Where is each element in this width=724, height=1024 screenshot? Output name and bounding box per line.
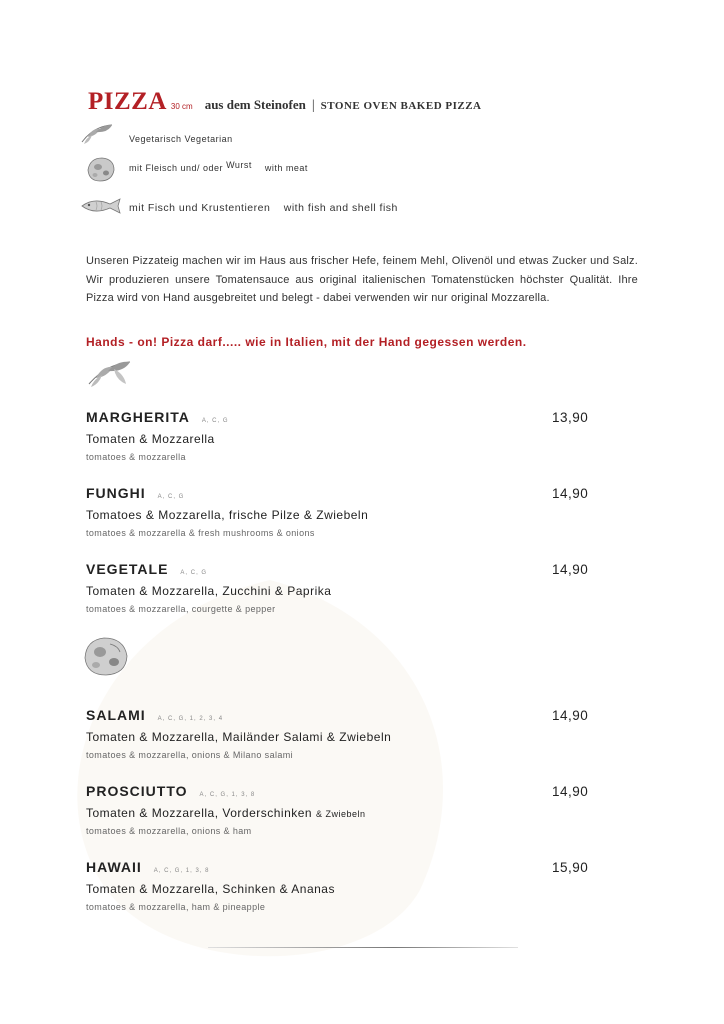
pizza-name-label: SALAMI — [86, 707, 146, 723]
allergen-codes: A, C, G — [201, 418, 229, 424]
pizza-size: 30 cm — [170, 102, 193, 111]
allergen-codes: A, C, G, 1, 3, 8 — [153, 868, 210, 874]
pizza-description-de-small: & Zwiebeln — [315, 809, 366, 819]
legend-fish-de: mit Fisch und Krustentieren — [129, 202, 271, 214]
legend-vegetarian — [129, 134, 233, 144]
intro-paragraph: Unseren Pizzateig machen wir im Haus aus frischer Hefe, feinem Mehl, Olivenöl und etwas Zucker und Salz. Wir produzieren unsere Tomatensauce aus original italienischen Tomatenstücken höchster Qualität. Ihre Pizza wird von Hand ausgebreitet und belegt - dabei verwenden wir nur original Mozzarella. — [86, 255, 638, 305]
legend-vegetarian-en: Vegetarian — [184, 134, 233, 144]
pizza-price-margherita: 13,90 — [552, 410, 589, 425]
watermark-illustration — [40, 560, 500, 980]
basil-leaf-icon — [80, 122, 116, 146]
pizza-description-de: Tomatoes & Mozzarella, frische Pilze & Zwiebeln — [86, 508, 369, 522]
pizza-description-de: Tomaten & Mozzarella, Mailänder Salami & Zwiebeln — [86, 730, 392, 744]
pizza-price-hawaii: 15,90 — [552, 860, 589, 875]
legend-meat-de-extra: Wurst — [226, 160, 252, 170]
menu-header — [88, 88, 482, 116]
allergen-codes: A, C, G — [157, 494, 185, 500]
pizza-description-de: Tomaten & Mozzarella, Zucchini & Paprika — [86, 584, 332, 598]
meat-icon — [84, 154, 118, 184]
pizza-price-prosciutto: 14,90 — [552, 784, 589, 799]
legend-meat-en: with meat — [264, 163, 308, 173]
pizza-description-en: tomatoes & mozzarella, onions & Milano salami — [86, 750, 294, 760]
pizza-description-en: tomatoes & mozzarella, ham & pineapple — [86, 902, 266, 912]
pizza-name-label: VEGETALE — [86, 561, 169, 577]
subtitle-english: STONE OVEN BAKED PIZZA — [320, 100, 482, 112]
subtitle-german: aus dem Steinofen — [204, 97, 306, 112]
allergen-codes: A, C, G, 1, 3, 8 — [199, 792, 256, 798]
legend-meat-de: mit Fleisch und/ oder — [129, 163, 224, 173]
legend-fish-en: with fish and shell fish — [283, 202, 398, 214]
legend-vegetarian-de: Vegetarisch — [129, 134, 182, 144]
pizza-description-de — [86, 806, 365, 820]
pizza-description-de: Tomaten & Mozzarella — [86, 432, 215, 446]
allergen-codes: A, C, G — [180, 570, 208, 576]
pizza-name-vegetale — [86, 561, 207, 577]
pizza-name-prosciutto — [86, 783, 255, 799]
pizza-price-vegetale: 14,90 — [552, 562, 589, 577]
pizza-price-salami: 14,90 — [552, 708, 589, 723]
pizza-name-label: HAWAII — [86, 859, 142, 875]
footer-divider — [208, 947, 518, 948]
pizza-name-label: PROSCIUTTO — [86, 783, 188, 799]
pizza-description-en: tomatoes & mozzarella, courgette & pepper — [86, 604, 276, 614]
allergen-codes: A, C, G, 1, 2, 3, 4 — [157, 716, 224, 722]
legend-meat — [129, 160, 308, 173]
legend-fish — [129, 202, 398, 214]
pizza-name-hawaii — [86, 859, 209, 875]
fish-icon — [80, 196, 124, 216]
pizza-description-de-main: Tomaten & Mozzarella, Vorderschinken — [86, 806, 313, 820]
pizza-description-de: Tomaten & Mozzarella, Schinken & Ananas — [86, 882, 335, 896]
pizza-description-en: tomatoes & mozzarella — [86, 452, 186, 462]
pizza-name-label: MARGHERITA — [86, 409, 190, 425]
pizza-name-label: FUNGHI — [86, 485, 146, 501]
subtitle-separator: | — [311, 98, 315, 113]
pizza-name-funghi — [86, 485, 184, 501]
pizza-name-salami — [86, 707, 223, 723]
pizza-price-funghi: 14,90 — [552, 486, 589, 501]
pizza-name-margherita — [86, 409, 229, 425]
pizza-description-en: tomatoes & mozzarella, onions & ham — [86, 826, 252, 836]
vegetarian-section-basil-icon — [86, 358, 134, 390]
hands-on-note: Hands - on! Pizza darf..... wie in Italien, mit der Hand gegessen werden. — [86, 335, 527, 349]
meat-section-icon — [80, 632, 132, 680]
section-title: PIZZA — [88, 88, 167, 115]
pizza-description-en: tomatoes & mozzarella & fresh mushrooms & onions — [86, 528, 315, 538]
